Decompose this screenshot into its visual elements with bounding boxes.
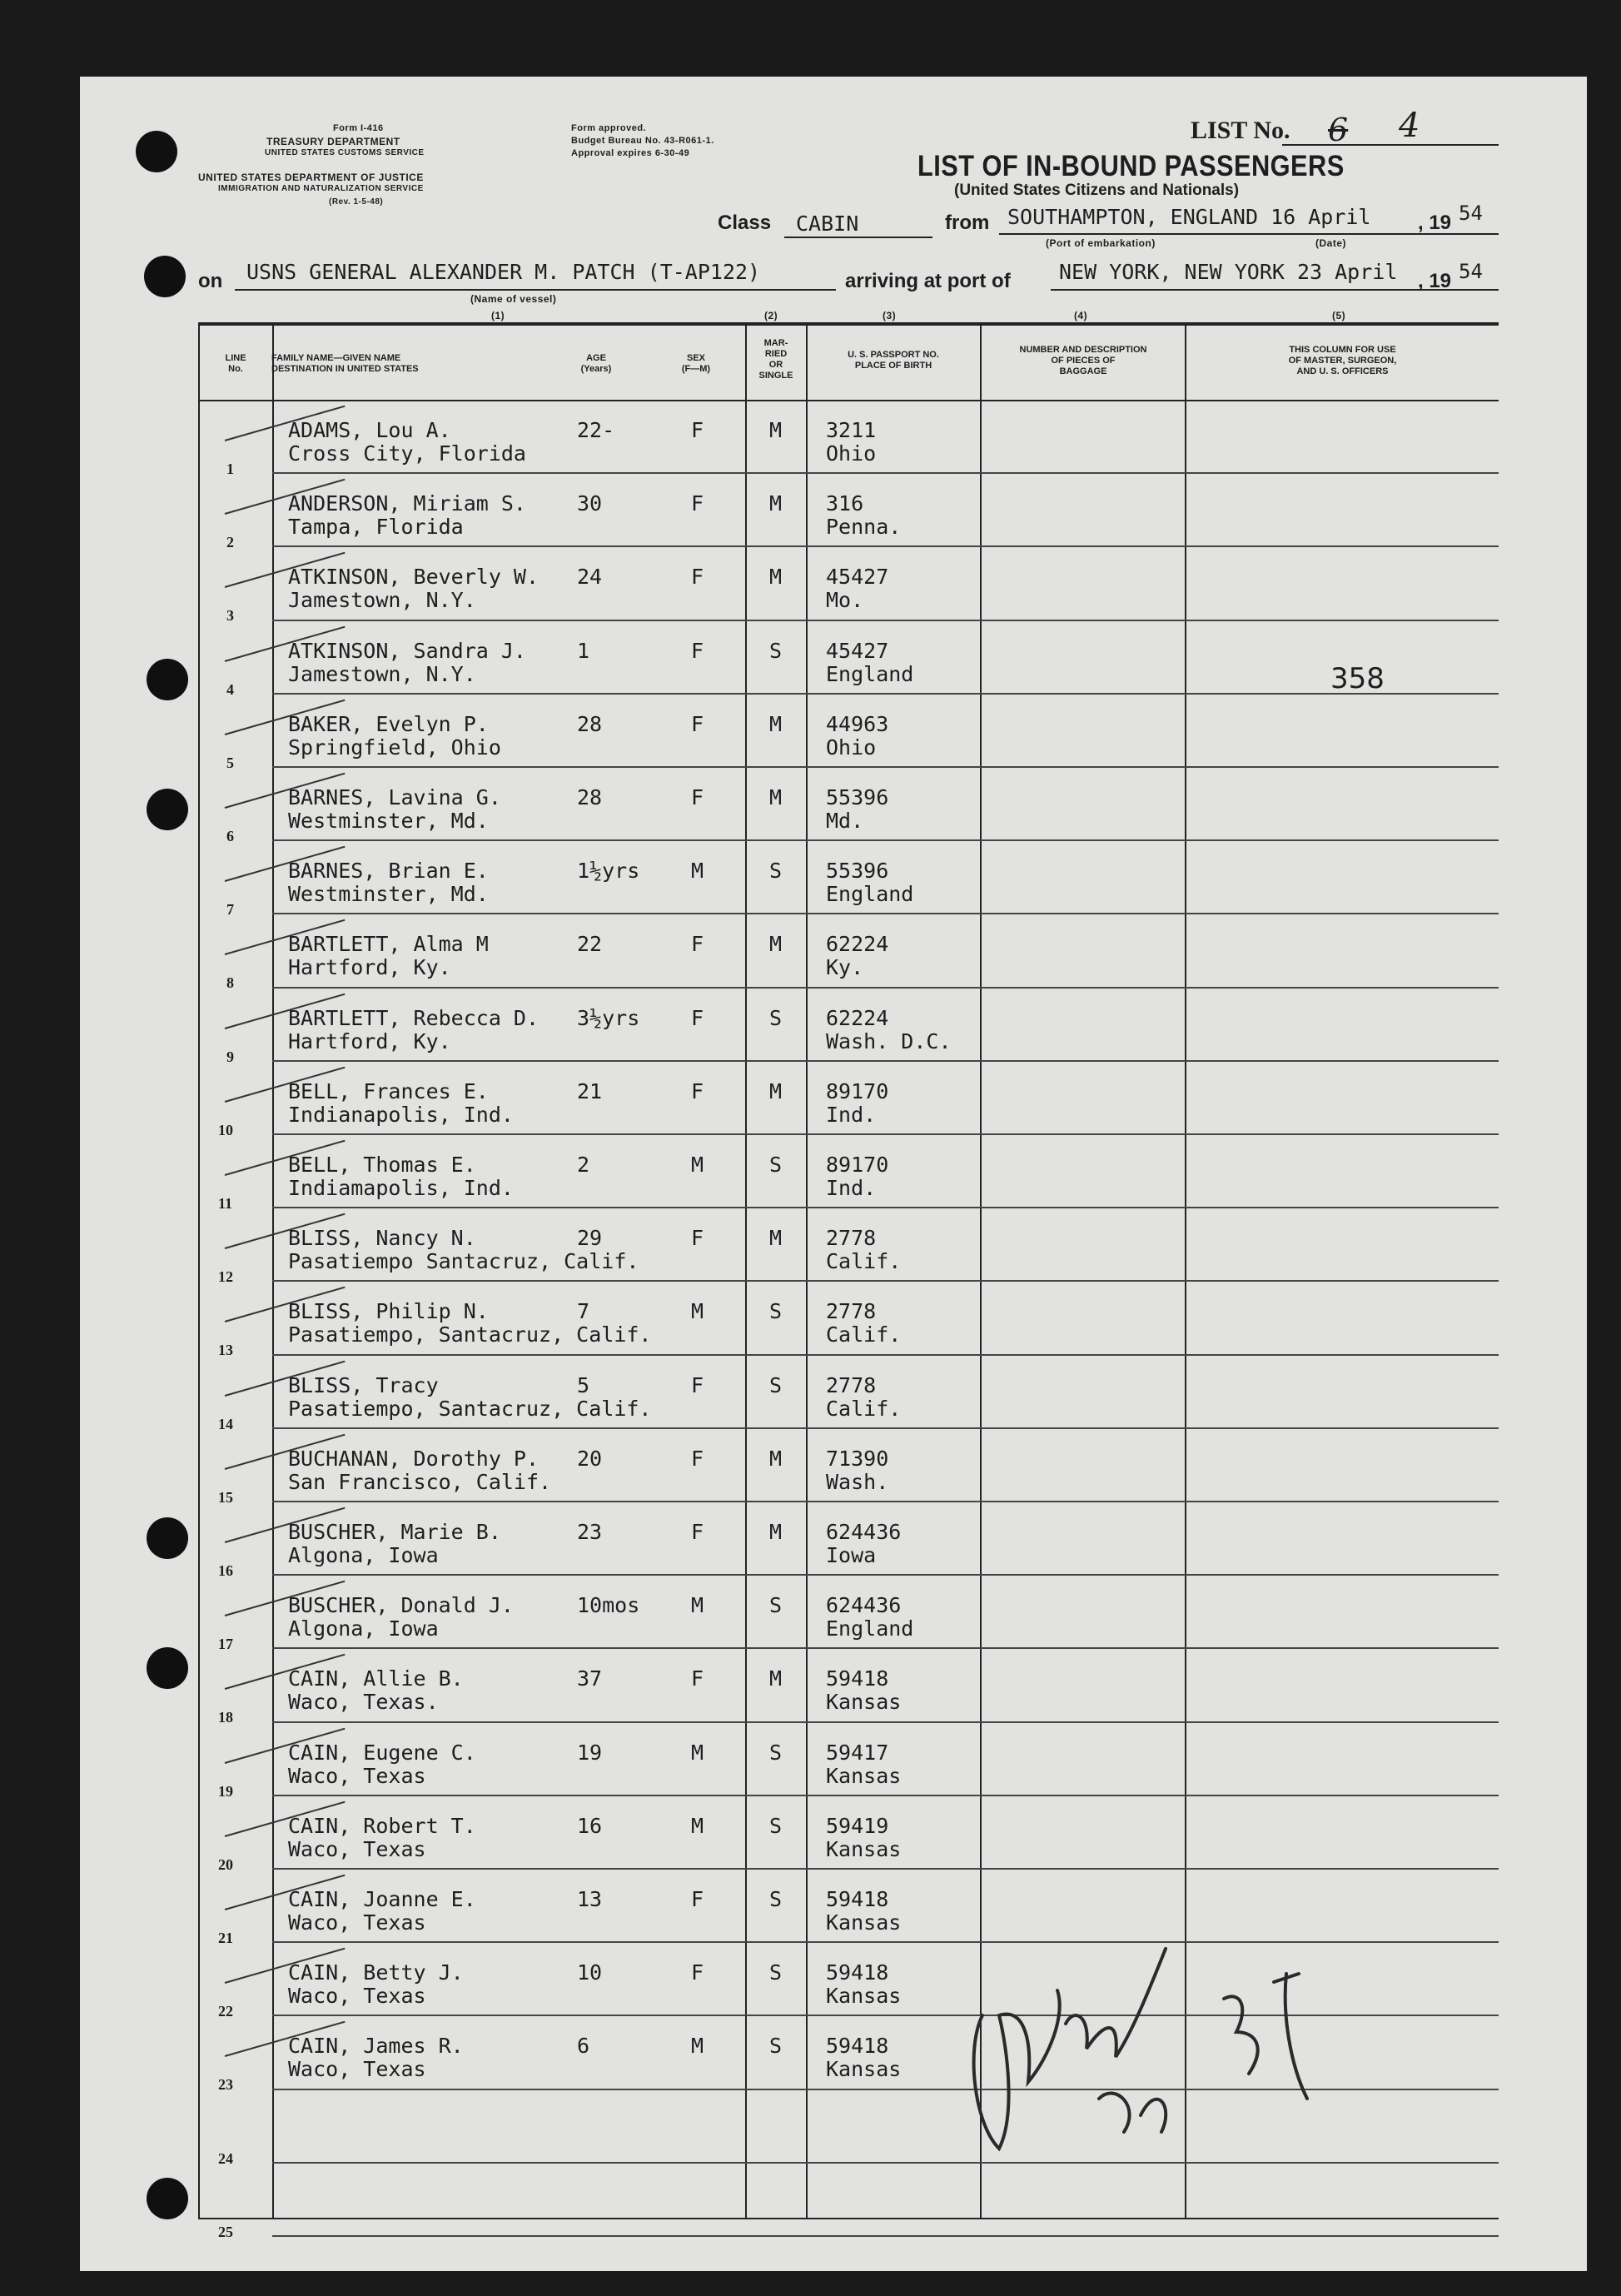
line-number: 3	[226, 607, 234, 625]
place-of-birth: Iowa	[826, 1543, 877, 1567]
page-title: LIST OF IN-BOUND PASSENGERS	[917, 150, 1345, 182]
place-of-birth: Kansas	[826, 1763, 902, 1788]
budget-label: Budget Bureau No. 43-R061-1.	[571, 136, 714, 146]
passport-number: 2778	[826, 1372, 877, 1397]
header-officers: THIS COLUMN FOR USE OF MASTER, SURGEON, AND U. S. OFFICERS	[1288, 345, 1397, 376]
marital-status: S	[769, 1740, 783, 1765]
passport-number: 624436	[826, 1520, 902, 1544]
page-subtitle: (United States Citizens and Nationals)	[954, 182, 1240, 199]
binder-hole	[147, 1647, 188, 1689]
sex: F	[691, 1520, 704, 1544]
marital-status: S	[769, 1153, 783, 1177]
line-number: 24	[218, 2149, 233, 2167]
passport-number: 316	[826, 491, 864, 516]
passenger-name: CAIN, Allie B.	[288, 1666, 464, 1691]
age: 23	[577, 1520, 603, 1544]
passenger-name: BLISS, Nancy N.	[288, 1226, 476, 1251]
age: 13	[577, 1887, 603, 1911]
line-number: 14	[218, 1415, 233, 1432]
row-divider	[272, 1721, 1499, 1723]
destination: Jamestown, N.Y.	[288, 588, 476, 613]
date-caption: (Date)	[1315, 237, 1347, 249]
line-number: 21	[218, 1930, 233, 1946]
passport-number: 45427	[826, 565, 889, 590]
place-of-birth: England	[826, 882, 914, 907]
arriving-label: arriving at port of	[845, 270, 1011, 292]
vessel-caption: (Name of vessel)	[470, 293, 557, 305]
destination: Waco, Texas	[288, 2057, 426, 2082]
sex: F	[691, 785, 704, 809]
passport-number: 624436	[826, 1593, 902, 1618]
sex: M	[691, 1813, 704, 1838]
place-of-birth: Ind.	[826, 1176, 877, 1200]
year-value-2: 54	[1459, 260, 1483, 283]
sex: F	[691, 1078, 704, 1103]
destination: Indiamapolis, Ind.	[288, 1176, 514, 1200]
marital-status: M	[769, 1078, 783, 1103]
row-divider	[272, 913, 1499, 914]
passport-number: 44963	[826, 711, 889, 736]
line-number: 17	[218, 1636, 233, 1653]
row-divider	[272, 1501, 1499, 1502]
row-divider	[272, 839, 1499, 841]
inspector-signature	[949, 1915, 1382, 2165]
marital-status: M	[769, 418, 783, 442]
year-prefix-2: , 19	[1418, 270, 1452, 292]
passport-number: 45427	[826, 638, 889, 663]
place-of-birth: Kansas	[826, 1984, 902, 2009]
sex: F	[691, 418, 704, 442]
age: 10mos	[577, 1593, 640, 1618]
destination: Westminster, Md.	[288, 882, 489, 907]
sex: F	[691, 1226, 704, 1251]
header-baggage: NUMBER AND DESCRIPTION OF PIECES OF BAGGAGE	[1019, 345, 1147, 376]
passport-number: 59418	[826, 1960, 889, 1985]
list-no-struck: 6	[1328, 112, 1349, 148]
passenger-name: BARTLETT, Alma M	[288, 932, 489, 957]
place-of-birth: Kansas	[826, 1836, 902, 1861]
passport-number: 59418	[826, 1666, 889, 1691]
place-of-birth: Wash. D.C.	[826, 1028, 952, 1053]
year-prefix-1: , 19	[1418, 212, 1452, 234]
marital-status: S	[769, 859, 783, 884]
passenger-name: BLISS, Tracy	[288, 1372, 439, 1397]
passenger-name: BELL, Frances E.	[288, 1078, 489, 1103]
passport-number: 71390	[826, 1446, 889, 1471]
line-number: 18	[218, 1709, 233, 1726]
header-passport: U. S. PASSPORT NO. PLACE OF BIRTH	[848, 350, 939, 371]
header-marital: MAR- RIED OR SINGLE	[758, 338, 793, 381]
header-line: LINE No.	[225, 353, 246, 374]
passenger-name: BUSCHER, Marie B.	[288, 1520, 501, 1544]
line-number: 4	[226, 680, 234, 698]
line-number: 7	[226, 901, 234, 919]
passport-number: 3211	[826, 418, 877, 442]
header-name: FAMILY NAME—GIVEN NAME DESTINATION IN UNITED STATES	[271, 353, 419, 374]
destination: Cross City, Florida	[288, 441, 526, 466]
sex: F	[691, 1887, 704, 1911]
sex: M	[691, 1593, 704, 1618]
row-divider	[272, 693, 1499, 695]
row-divider	[272, 1795, 1499, 1796]
place-of-birth: England	[826, 661, 914, 686]
line-number: 6	[226, 828, 234, 844]
binder-hole	[147, 1517, 188, 1559]
from-label: from	[945, 212, 990, 234]
destination: Algona, Iowa	[288, 1616, 439, 1641]
sex: M	[691, 1153, 704, 1177]
line-number: 25	[218, 2223, 233, 2240]
row-divider	[272, 2235, 1499, 2237]
row-divider	[272, 1354, 1499, 1356]
class-label: Class	[718, 212, 772, 234]
line-number: 23	[218, 2076, 233, 2094]
sex: M	[691, 1299, 704, 1324]
age: 37	[577, 1666, 603, 1691]
passport-number: 59417	[826, 1740, 889, 1765]
age: 28	[577, 785, 603, 809]
passenger-name: BAKER, Evelyn P.	[288, 711, 489, 736]
marital-status: S	[769, 1299, 783, 1324]
place-of-birth: Kansas	[826, 2057, 902, 2082]
header-age: AGE (Years)	[580, 353, 612, 374]
expiry-label: Approval expires 6-30-49	[571, 148, 690, 158]
passenger-name: BUCHANAN, Dorothy P.	[288, 1446, 540, 1471]
passenger-name: BARTLETT, Rebecca D.	[288, 1005, 540, 1030]
approval-label: Form approved.	[571, 123, 647, 133]
sex: F	[691, 1005, 704, 1030]
line-number: 12	[218, 1268, 233, 1286]
place-of-birth: Calif.	[826, 1322, 902, 1347]
row-divider	[272, 766, 1499, 768]
destination: Tampa, Florida	[288, 515, 464, 540]
col-num-3: (3)	[883, 310, 897, 321]
binder-hole	[147, 789, 188, 830]
ins-label: IMMIGRATION AND NATURALIZATION SERVICE	[218, 184, 424, 193]
sex: F	[691, 1446, 704, 1471]
passenger-name: ATKINSON, Beverly W.	[288, 565, 540, 590]
age: 29	[577, 1226, 603, 1251]
sex: F	[691, 711, 704, 736]
age: 16	[577, 1813, 603, 1838]
age: 7	[577, 1299, 590, 1324]
destination: Indianapolis, Ind.	[288, 1102, 514, 1127]
marital-status: S	[769, 2034, 783, 2059]
list-no-value: 4	[1399, 107, 1420, 145]
binder-hole	[144, 256, 186, 297]
line-number: 11	[218, 1195, 233, 1212]
sex: M	[691, 2034, 704, 2059]
sex: F	[691, 565, 704, 590]
passport-number: 59419	[826, 1813, 889, 1838]
binder-hole	[136, 131, 177, 172]
passport-number: 2778	[826, 1226, 877, 1251]
destination: Jamestown, N.Y.	[288, 661, 476, 686]
year-value-1: 54	[1459, 202, 1483, 225]
row-divider	[272, 1868, 1499, 1870]
on-label: on	[198, 270, 223, 292]
marital-status: S	[769, 1960, 783, 1985]
passport-number: 62224	[826, 932, 889, 957]
row-divider	[272, 1133, 1499, 1135]
age: 1½yrs	[577, 859, 640, 884]
passenger-name: ATKINSON, Sandra J.	[288, 638, 526, 663]
marital-status: M	[769, 565, 783, 590]
place-of-birth: Wash.	[826, 1469, 889, 1494]
passenger-name: BUSCHER, Donald J.	[288, 1593, 514, 1618]
destination: Algona, Iowa	[288, 1543, 439, 1567]
passenger-name: BARNES, Brian E.	[288, 859, 489, 884]
arrival-value: NEW YORK, NEW YORK 23 April	[1059, 260, 1398, 284]
passenger-name: CAIN, Eugene C.	[288, 1740, 476, 1765]
destination: Waco, Texas	[288, 1836, 426, 1861]
passport-number: 89170	[826, 1078, 889, 1103]
age: 24	[577, 565, 603, 590]
line-number: 1	[226, 461, 234, 477]
age: 2	[577, 1153, 590, 1177]
marital-status: S	[769, 1593, 783, 1618]
destination: Waco, Texas	[288, 1910, 426, 1935]
line-number: 10	[218, 1121, 233, 1138]
place-of-birth: Ky.	[826, 955, 864, 980]
passport-number: 59418	[826, 2034, 889, 2059]
age: 28	[577, 711, 603, 736]
passport-number: 59418	[826, 1887, 889, 1911]
destination: Westminster, Md.	[288, 809, 489, 833]
destination: Hartford, Ky.	[288, 955, 451, 980]
place-of-birth: Ohio	[826, 441, 877, 466]
place-of-birth: Kansas	[826, 1910, 902, 1935]
destination: Waco, Texas	[288, 1984, 426, 2009]
passenger-name: BARNES, Lavina G.	[288, 785, 501, 809]
age: 10	[577, 1960, 603, 1985]
row-divider	[272, 472, 1499, 474]
age: 3½yrs	[577, 1005, 640, 1030]
age: 19	[577, 1740, 603, 1765]
marital-status: M	[769, 1226, 783, 1251]
row-divider	[272, 1207, 1499, 1208]
place-of-birth: Ohio	[826, 735, 877, 760]
sex: F	[691, 1372, 704, 1397]
passenger-name: CAIN, James R.	[288, 2034, 464, 2059]
place-of-birth: Mo.	[826, 588, 864, 613]
binder-hole	[147, 2178, 188, 2219]
row-divider	[272, 545, 1499, 547]
sex: M	[691, 859, 704, 884]
passenger-name: ADAMS, Lou A.	[288, 418, 451, 442]
age: 30	[577, 491, 603, 516]
line-number: 15	[218, 1488, 233, 1506]
treasury-label: TREASURY DEPARTMENT	[266, 136, 400, 147]
header-sex: SEX (F—M)	[681, 353, 711, 374]
marital-status: M	[769, 1666, 783, 1691]
destination: Springfield, Ohio	[288, 735, 501, 760]
col-num-4: (4)	[1074, 310, 1088, 321]
destination: Hartford, Ky.	[288, 1028, 451, 1053]
passport-number: 2778	[826, 1299, 877, 1324]
row-divider	[272, 1574, 1499, 1576]
sex: M	[691, 1740, 704, 1765]
line-number: 20	[218, 1855, 233, 1873]
age: 6	[577, 2034, 590, 2059]
place-of-birth: Calif.	[826, 1249, 902, 1274]
place-of-birth: Ind.	[826, 1102, 877, 1127]
marital-status: M	[769, 1446, 783, 1471]
destination: Pasatiempo, Santacruz, Calif.	[288, 1396, 652, 1421]
justice-label: UNITED STATES DEPARTMENT OF JUSTICE	[198, 172, 424, 183]
line-number: 8	[226, 974, 234, 992]
marital-status: M	[769, 932, 783, 957]
passenger-name: CAIN, Joanne E.	[288, 1887, 476, 1911]
line-number: 2	[226, 534, 234, 551]
age: 21	[577, 1078, 603, 1103]
marital-status: S	[769, 1887, 783, 1911]
passport-number: 89170	[826, 1153, 889, 1177]
row-divider	[272, 1427, 1499, 1429]
marital-status: M	[769, 711, 783, 736]
place-of-birth: Penna.	[826, 515, 902, 540]
marital-status: S	[769, 1813, 783, 1838]
embarkation-value: SOUTHAMPTON, ENGLAND 16 April	[1007, 205, 1371, 229]
sex: F	[691, 1666, 704, 1691]
line-number: 16	[218, 1562, 233, 1579]
destination: Waco, Texas	[288, 1763, 426, 1788]
line-number: 22	[218, 2003, 233, 2020]
age: 22	[577, 932, 603, 957]
destination: Pasatiempo Santacruz, Calif.	[288, 1249, 639, 1274]
destination: Pasatiempo, Santacruz, Calif.	[288, 1322, 652, 1347]
list-no-label: LIST No.	[1191, 117, 1290, 144]
col-num-1: (1)	[491, 310, 505, 321]
line-number: 5	[226, 754, 234, 771]
binder-hole	[147, 659, 188, 700]
age: 1	[577, 638, 590, 663]
sex: F	[691, 1960, 704, 1985]
row-divider	[272, 1647, 1499, 1649]
passport-number: 55396	[826, 785, 889, 809]
line-number: 19	[218, 1782, 233, 1800]
line-number: 9	[226, 1048, 234, 1065]
marital-status: S	[769, 638, 783, 663]
marital-status: S	[769, 1005, 783, 1030]
destination: San Francisco, Calif.	[288, 1469, 552, 1494]
passport-number: 62224	[826, 1005, 889, 1030]
passenger-name: ANDERSON, Miriam S.	[288, 491, 526, 516]
revision-label: (Rev. 1-5-48)	[329, 197, 384, 207]
passenger-name: CAIN, Betty J.	[288, 1960, 464, 1985]
marital-status: S	[769, 1372, 783, 1397]
row-divider	[272, 1280, 1499, 1282]
sex: F	[691, 638, 704, 663]
row-divider	[272, 987, 1499, 989]
place-of-birth: Md.	[826, 809, 864, 833]
col-num-2: (2)	[764, 310, 778, 321]
passenger-name: BELL, Thomas E.	[288, 1153, 476, 1177]
age: 20	[577, 1446, 603, 1471]
marital-status: M	[769, 785, 783, 809]
form-number: Form I-416	[333, 123, 384, 133]
marital-status: M	[769, 491, 783, 516]
marital-status: M	[769, 1520, 783, 1544]
vessel-value: USNS GENERAL ALEXANDER M. PATCH (T-AP122)	[246, 260, 761, 284]
passport-number: 55396	[826, 859, 889, 884]
place-of-birth: Kansas	[826, 1690, 902, 1715]
passenger-name: BLISS, Philip N.	[288, 1299, 489, 1324]
port-embarkation-caption: (Port of embarkation)	[1046, 237, 1156, 249]
place-of-birth: Calif.	[826, 1396, 902, 1421]
sex: F	[691, 491, 704, 516]
destination: Waco, Texas.	[288, 1690, 439, 1715]
customs-label: UNITED STATES CUSTOMS SERVICE	[265, 148, 425, 157]
place-of-birth: England	[826, 1616, 914, 1641]
officer-annotation: 358	[1330, 662, 1385, 695]
row-divider	[272, 620, 1499, 621]
col-num-5: (5)	[1332, 310, 1346, 321]
row-divider	[272, 1060, 1499, 1062]
age: 5	[577, 1372, 590, 1397]
line-number: 13	[218, 1342, 233, 1359]
age: 22-	[577, 418, 615, 442]
passenger-name: CAIN, Robert T.	[288, 1813, 476, 1838]
sex: F	[691, 932, 704, 957]
class-value: CABIN	[796, 212, 859, 236]
